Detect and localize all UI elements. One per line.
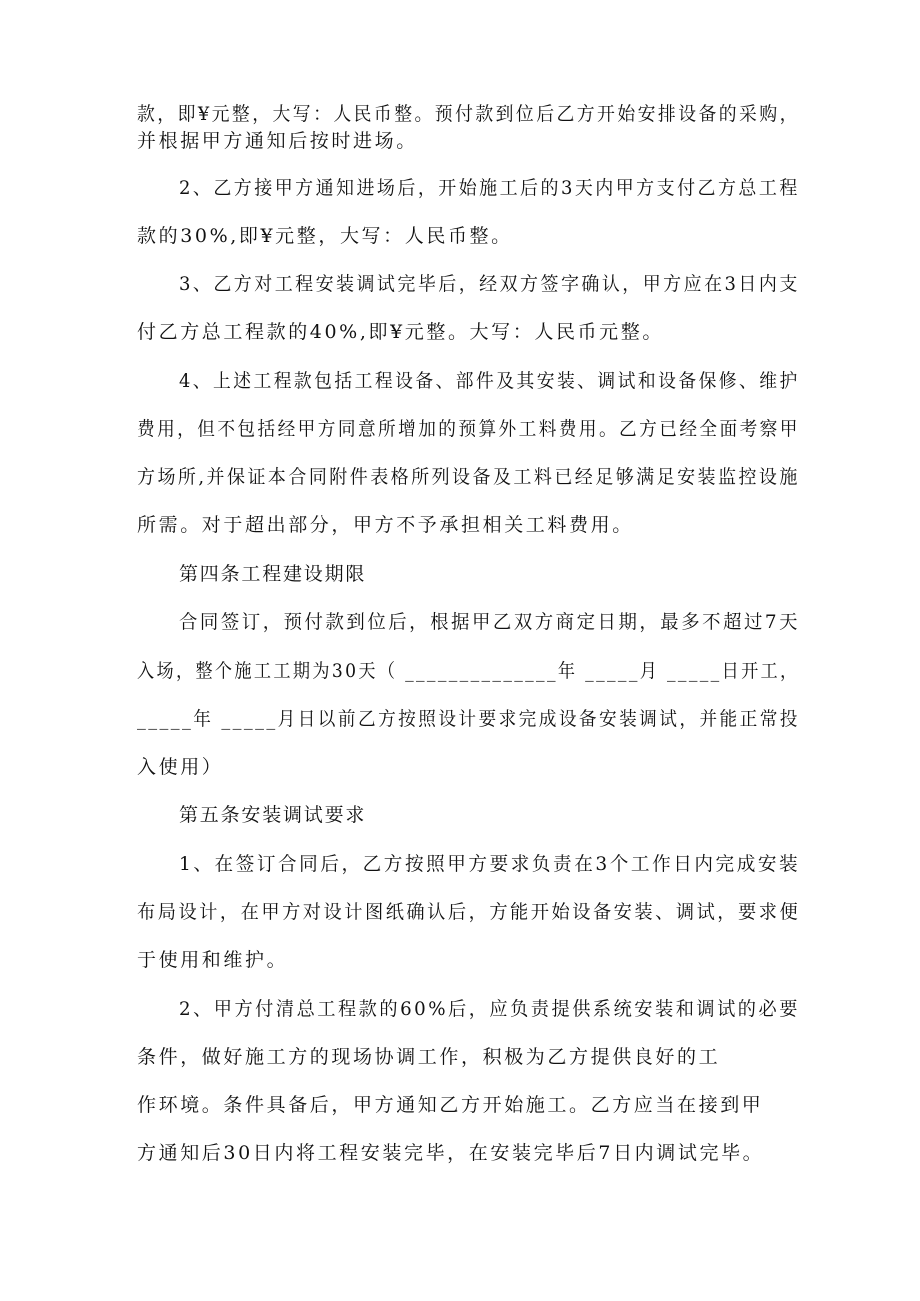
- text-line: _____年 _____月日以前乙方按照设计要求完成设备安装调试，并能正常投: [137, 708, 800, 730]
- section-heading: 第四条工程建设期限: [179, 563, 367, 585]
- text-line: 入使用）: [137, 756, 224, 778]
- text-line: 2、乙方接甲方通知进场后，开始施工后的3天内甲方支付乙方总工程: [179, 177, 800, 199]
- text-line: 1、在签订合同后，乙方按照甲方要求负责在3个工作日内完成安装: [179, 853, 801, 875]
- text-line: 4、上述工程款包括工程设备、部件及其安装、调试和设备保修、维护: [179, 370, 800, 392]
- text-line: 2、甲方付清总工程款的60%后，应负责提供系统安装和调试的必要: [179, 998, 800, 1020]
- text-line: 款，即¥元整，大写：人民币整。预付款到位后乙方开始安排设备的采购，: [137, 103, 800, 125]
- text-line: 作环境。条件具备后，甲方通知乙方开始施工。乙方应当在接到甲: [137, 1094, 764, 1116]
- text-line: 付乙方总工程款的40%,即¥元整。大写：人民币元整。: [137, 321, 664, 343]
- section-heading: 第五条安装调试要求: [179, 804, 367, 826]
- text-line: 合同签订，预付款到位后，根据甲乙双方商定日期，最多不超过7天: [179, 611, 801, 633]
- text-line: 款的30%,即¥元整，大写：人民币整。: [137, 225, 513, 247]
- text-line: 入场，整个施工工期为30天（ ______________年 _____月 _____日开工，: [137, 660, 800, 682]
- text-line: 方场所,并保证本合同附件表格所列设备及工料已经足够满足安装监控设施: [137, 466, 800, 488]
- text-line: 方通知后30日内将工程安装完毕，在安装完毕后7日内调试完毕。: [137, 1142, 765, 1164]
- text-line: 所需。对于超出部分，甲方不予承担相关工料费用。: [137, 514, 634, 536]
- text-line: 费用，但不包括经甲方同意所增加的预算外工料费用。乙方已经全面考察甲: [137, 418, 800, 440]
- text-line: 于使用和维护。: [137, 949, 289, 971]
- text-line: 条件，做好施工方的现场协调工作，积极为乙方提供良好的工: [137, 1046, 721, 1068]
- text-line: 3、乙方对工程安装调试完毕后，经双方签字确认，甲方应在3日内支: [179, 273, 800, 295]
- text-line: 并根据甲方通知后按时进场。: [137, 130, 418, 152]
- text-line: 布局设计，在甲方对设计图纸确认后，方能开始设备安装、调试，要求便: [137, 901, 801, 923]
